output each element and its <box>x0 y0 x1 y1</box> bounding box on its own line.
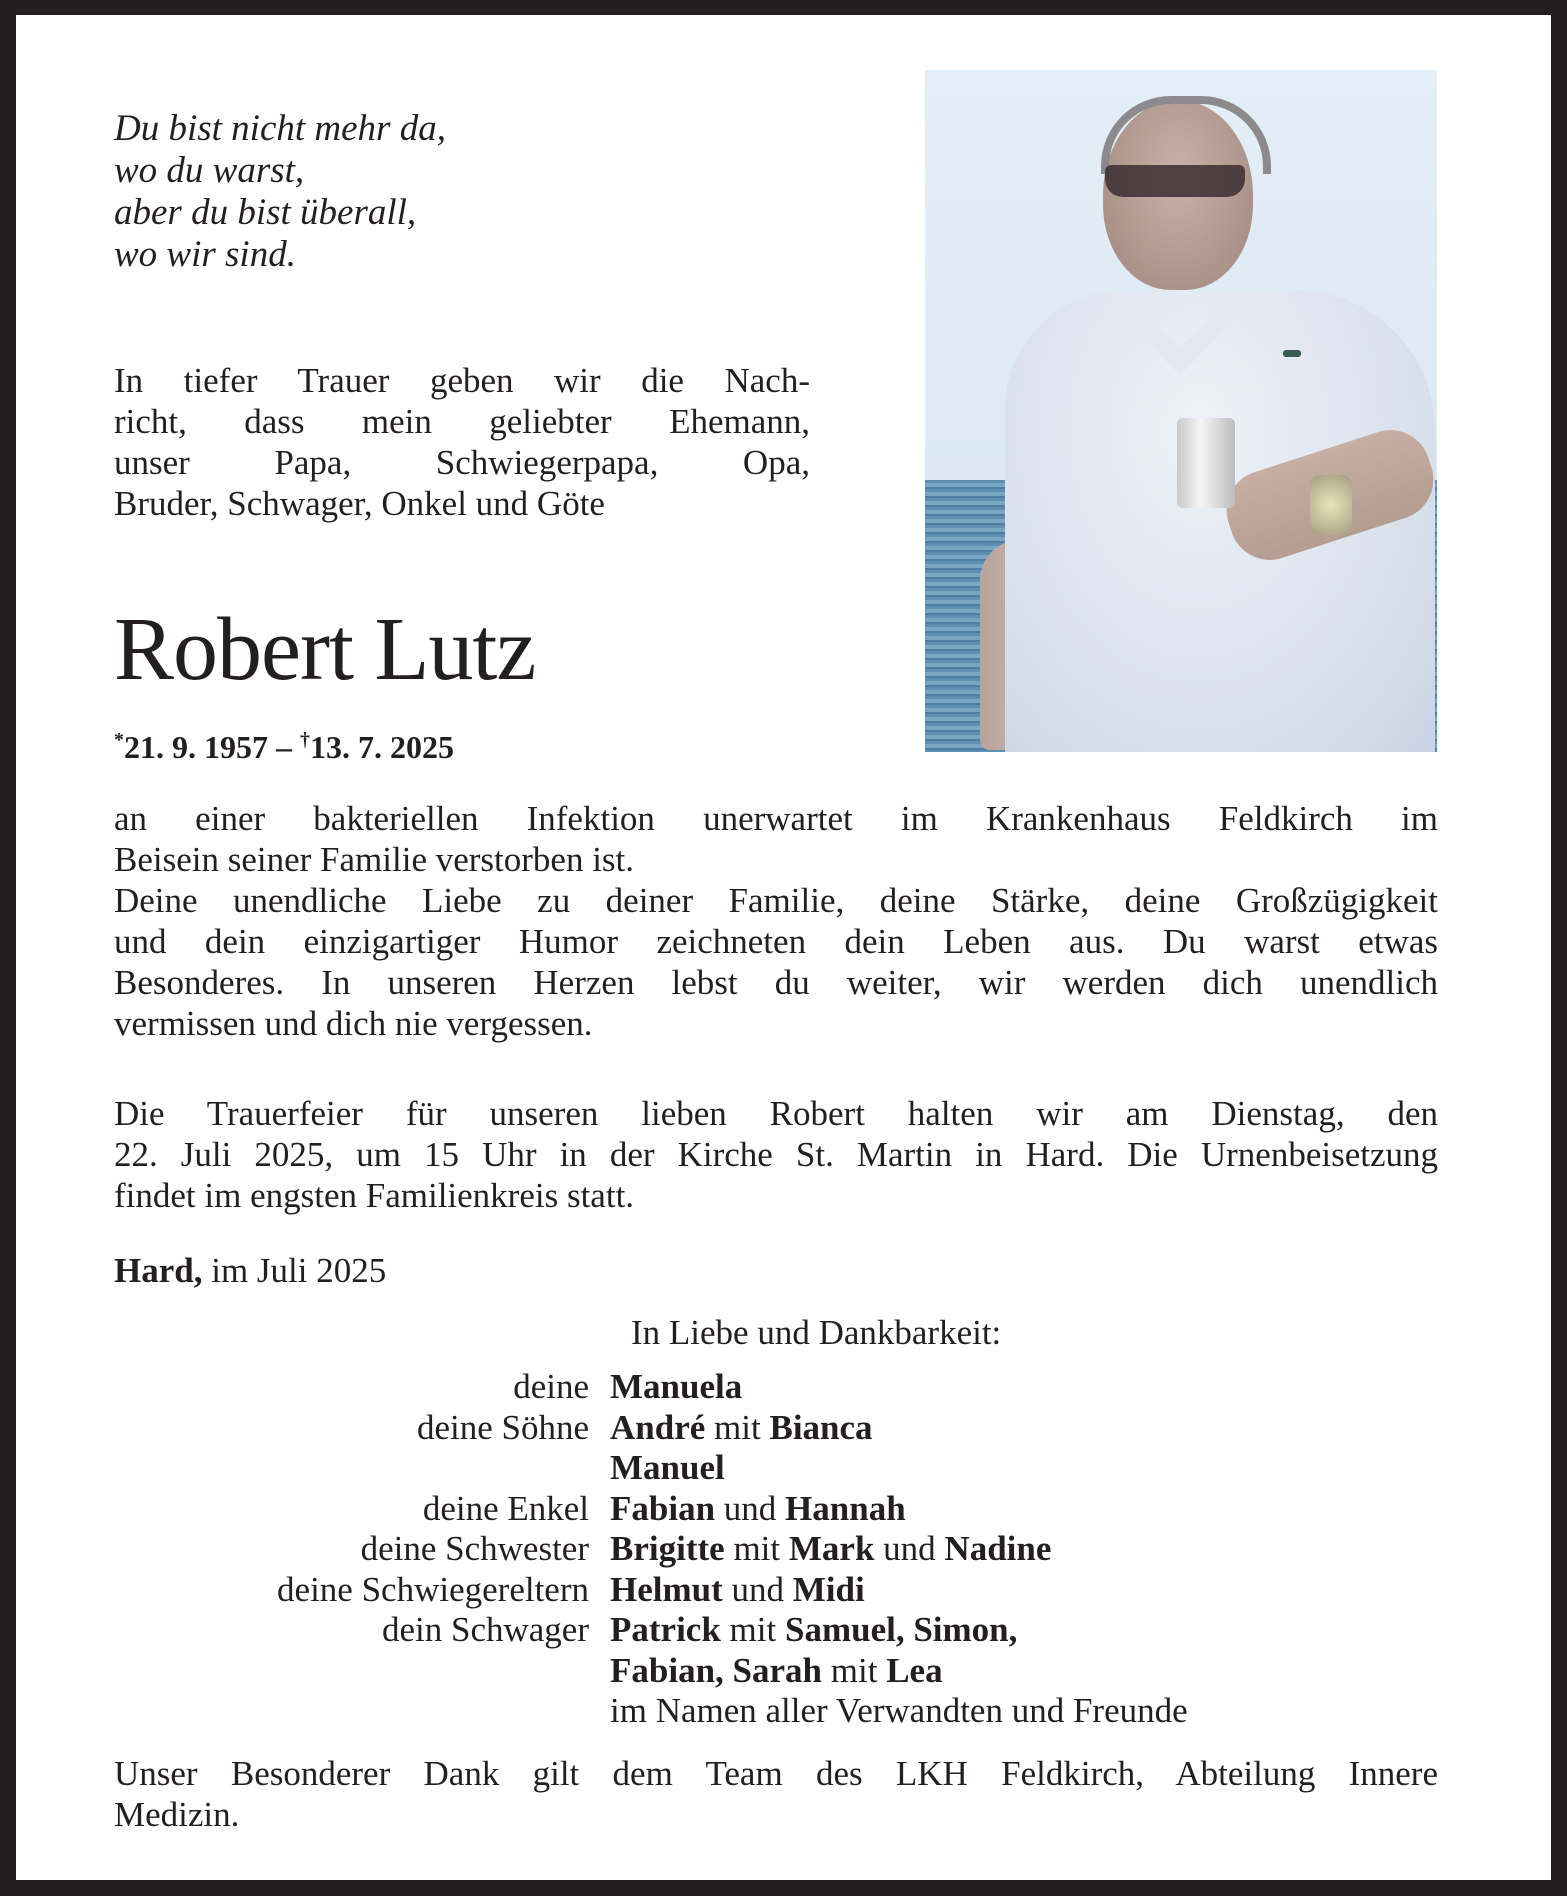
connector-text: und <box>874 1529 945 1568</box>
relation-label: deine Schwiegereltern <box>277 1569 589 1609</box>
date-text: im Juli 2025 <box>202 1251 387 1290</box>
mourner-name: Nadine <box>944 1529 1052 1568</box>
mourner-name: Brigitte <box>610 1529 725 1568</box>
mourner-name: Midi <box>792 1569 865 1609</box>
birth-star-icon: * <box>114 729 124 751</box>
announcement-intro <box>114 360 810 524</box>
mourner-names <box>610 1610 1017 1651</box>
wristwatch <box>1310 475 1352 535</box>
mourner-names <box>610 1529 1051 1570</box>
mourner-name: Mark <box>788 1529 875 1568</box>
mourner-row <box>114 1529 1188 1570</box>
death-cross-icon: † <box>300 729 310 751</box>
sunglasses-icon <box>1105 165 1245 197</box>
paragraph-line: und dein einzigartiger Humor zeichneten dein Leben aus. Du warst etwas <box>114 922 1438 961</box>
relation-label: deine <box>513 1367 589 1406</box>
connector-text: mit <box>822 1650 887 1690</box>
birth-date: 21. 9. 1957 <box>124 729 268 765</box>
thanks-line: Medizin. <box>114 1795 240 1834</box>
relation-label: deine Schwester <box>360 1529 589 1568</box>
mourner-name: Lea <box>886 1650 943 1690</box>
connector-text: mit <box>724 1529 789 1568</box>
mourner-row <box>114 1367 1188 1408</box>
death-date: 13. 7. 2025 <box>310 729 454 765</box>
mourner-row <box>114 1610 1188 1651</box>
paragraph-line: vermissen und dich nie vergessen. <box>114 1004 593 1043</box>
paragraph-line: Deine unendliche Liebe zu deiner Familie, deine Stärke, deine Großzügigkeit <box>114 881 1438 920</box>
intro-line: unser Papa, Schwiegerpapa, Opa, <box>114 443 810 482</box>
mourner-row <box>114 1570 1188 1611</box>
mourner-names <box>610 1448 725 1489</box>
paragraph-cause-and-tribute <box>114 798 1438 1044</box>
connector-text: mit <box>720 1610 785 1649</box>
mourner-names <box>610 1367 742 1408</box>
paragraph-line: 22. Juli 2025, um 15 Uhr in der Kirche St. Martin in Hard. Die Urnenbeisetzung <box>114 1135 1438 1174</box>
mourner-name: Helmut <box>610 1569 723 1609</box>
mourner-names <box>610 1651 943 1692</box>
paragraph-line: Beisein seiner Familie verstorben ist. <box>114 840 635 879</box>
thanks-line: Unser Besonderer Dank gilt dem Team des LKH Feldkirch, Abteilung Innere <box>114 1754 1438 1793</box>
life-dates <box>114 720 454 767</box>
intro-line: In tiefer Trauer geben wir die Nach- <box>114 361 810 400</box>
paragraph-line: findet im engsten Familienkreis statt. <box>114 1176 635 1215</box>
hair <box>1101 96 1271 174</box>
intro-line: richt, dass mein geliebter Ehemann, <box>114 402 810 441</box>
portrait-photo <box>925 70 1437 752</box>
deceased-name: Robert Lutz <box>114 600 536 699</box>
poem-line: wo wir sind. <box>114 234 296 275</box>
connector-text: mit <box>705 1407 770 1447</box>
relation-label: dein Schwager <box>381 1610 589 1649</box>
date-separator: – <box>268 729 300 765</box>
connector-text: im Namen aller Verwandten und Freunde <box>610 1691 1188 1730</box>
signoff-heading: In Liebe und Dankbarkeit: <box>631 1313 1002 1352</box>
mourners-list <box>114 1367 1188 1732</box>
poem-line: aber du bist überall, <box>114 192 417 233</box>
mourner-names <box>610 1570 865 1611</box>
paragraph-funeral-details <box>114 1093 1438 1216</box>
mourner-row <box>114 1448 1188 1489</box>
relation-label <box>114 1651 610 1692</box>
mourner-name: Hannah <box>785 1488 906 1528</box>
paragraph-line: Die Trauerfeier für unseren lieben Robert halten wir am Dienstag, den <box>114 1094 1438 1133</box>
place-name: Hard, <box>114 1251 203 1290</box>
mourner-name: André <box>610 1407 706 1447</box>
place-and-date <box>114 1250 386 1291</box>
mourner-name: Bianca <box>769 1407 873 1447</box>
relation-label <box>114 1448 610 1489</box>
mourner-names <box>610 1489 906 1530</box>
intro-line: Bruder, Schwager, Onkel und Göte <box>114 484 605 523</box>
thanks-note <box>114 1753 1438 1835</box>
mourner-name: Patrick <box>610 1610 721 1649</box>
relation-label: deine Enkel <box>422 1488 589 1528</box>
mourner-row <box>114 1691 1188 1732</box>
mourner-name: Fabian, Sarah <box>610 1650 822 1690</box>
mourner-row <box>114 1489 1188 1530</box>
poem-line: wo du warst, <box>114 150 305 191</box>
mourner-names <box>610 1408 873 1449</box>
relation-label: deine Söhne <box>416 1407 589 1447</box>
connector-text: und <box>722 1569 793 1609</box>
poem-line: Du bist nicht mehr da, <box>114 108 446 149</box>
mourner-name: Fabian <box>610 1488 716 1528</box>
mourner-name: Manuel <box>610 1448 725 1487</box>
mourner-name: Samuel, Simon, <box>784 1610 1018 1649</box>
paragraph-line: Besonderes. In unseren Herzen lebst du weiter, wir werden dich unendlich <box>114 963 1438 1002</box>
shirt-logo-icon <box>1283 350 1301 357</box>
mourner-row <box>114 1408 1188 1449</box>
connector-text: und <box>715 1488 786 1528</box>
mourner-name: Manuela <box>610 1367 743 1406</box>
paragraph-line: an einer bakteriellen Infektion unerwartet im Krankenhaus Feldkirch im <box>114 799 1438 838</box>
mourner-names <box>610 1691 1188 1732</box>
mourner-row <box>114 1651 1188 1692</box>
memorial-poem <box>114 108 446 276</box>
relation-label <box>114 1691 610 1732</box>
drink-can <box>1177 418 1235 508</box>
